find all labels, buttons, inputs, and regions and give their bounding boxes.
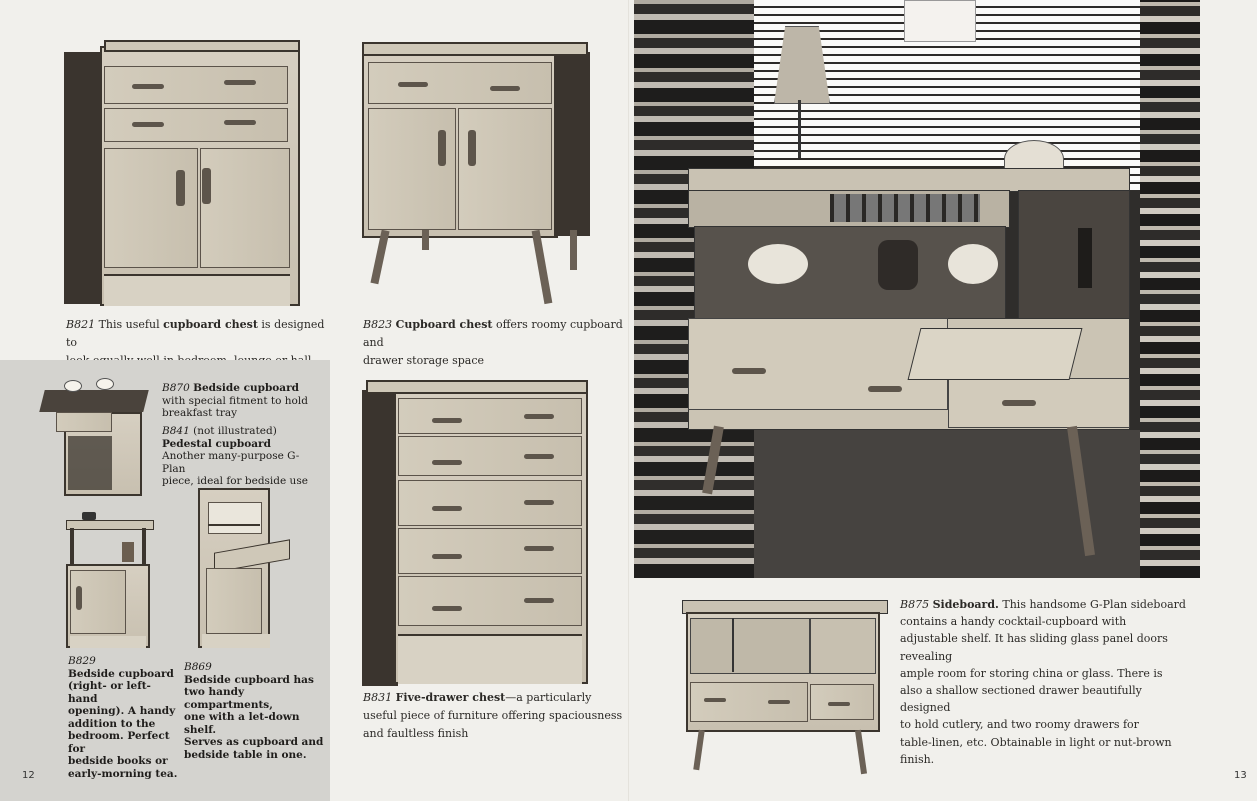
b831-caption xyxy=(363,689,623,743)
b841-caption xyxy=(162,425,322,488)
b875-caption xyxy=(900,596,1190,768)
b869-text-post: has xyxy=(289,673,314,686)
b875-sideboard-image xyxy=(682,600,886,774)
page-number-left: 12 xyxy=(22,770,35,781)
b841-model-number: B841 xyxy=(162,425,190,437)
b875-line-6: table-linen, etc. Obtainable in light or nut-brown finish. xyxy=(900,735,1172,766)
b823-caption xyxy=(363,316,623,370)
b870-product-name: Bedside cupboard xyxy=(193,382,299,394)
b870-line3: breakfast tray xyxy=(162,407,238,419)
b831-product-name: Five-drawer chest xyxy=(395,691,506,704)
b841-line3: piece, ideal for bedside use xyxy=(162,475,308,487)
b831-text-line3: and faultless finish xyxy=(363,727,469,740)
b829-product-name: Bedside cupboard xyxy=(68,667,174,680)
b841-note: (not illustrated) xyxy=(189,425,277,437)
b869-model-number: B869 xyxy=(184,661,212,673)
b831-text-post: —a particularly xyxy=(505,691,592,704)
b869-product-name: Bedside cupboard xyxy=(184,673,290,686)
b869-caption xyxy=(184,661,324,761)
b875-line-3: ample room for storing china or glass. There is xyxy=(900,666,1163,680)
b875-line-5: to hold cutlery, and two roomy drawers for xyxy=(900,718,1139,732)
b823-text-line2: drawer storage space xyxy=(363,354,485,367)
b829-line-3: addition to the xyxy=(68,717,156,730)
b875-sideboard-room-photo xyxy=(634,0,1200,578)
b831-text-line2: useful piece of furniture offering spaciousness xyxy=(363,709,623,722)
b831-model-number: B831 xyxy=(363,691,393,704)
b869-line-2: one with a let-down shelf. xyxy=(184,711,300,736)
b823-cupboard-chest-image xyxy=(360,42,594,306)
b829-line-5: bedside books or xyxy=(68,755,168,767)
sideboard xyxy=(688,168,1128,460)
b821-text-post: is designed to xyxy=(66,318,325,349)
b875-line-1: contains a handy cocktail-cupboard with xyxy=(900,615,1127,629)
b823-product-name: Cupboard chest xyxy=(395,318,493,331)
b829-line-1: (right- or left-hand xyxy=(68,680,151,705)
b829-line-4: bedroom. Perfect for xyxy=(68,730,170,755)
b831-five-drawer-chest-image xyxy=(362,380,590,688)
b821-text-pre: This useful xyxy=(98,318,164,331)
b841-product-name: Pedestal cupboard xyxy=(162,437,271,450)
curtain-right xyxy=(1140,0,1200,578)
b829-model-number: B829 xyxy=(68,655,96,667)
b870-caption xyxy=(162,382,322,420)
b875-model-number: B875 xyxy=(900,598,930,611)
b869-bedside-cupboard-image xyxy=(194,488,290,654)
b869-line-3: Serves as cupboard and xyxy=(184,736,324,748)
b875-text-post: This handsome G-Plan sideboard xyxy=(998,598,1186,611)
b823-text-post: offers roomy cupboard and xyxy=(363,318,623,349)
b870-line2: with special fitment to hold xyxy=(162,394,308,407)
spread-divider xyxy=(628,0,629,801)
b823-model-number: B823 xyxy=(363,318,393,331)
b870-model-number: B870 xyxy=(162,382,190,394)
b821-model-number: B821 xyxy=(66,318,96,331)
b870-bedside-cupboard-image xyxy=(42,376,154,498)
page-number-right: 13 xyxy=(1234,770,1247,781)
b841-line2: Another many-purpose G-Plan xyxy=(162,450,300,475)
b829-line-2: opening). A handy xyxy=(68,705,176,717)
b869-line-4: bedside table in one. xyxy=(184,748,307,761)
b875-line-4: also a shallow sectioned drawer beautifully designed xyxy=(900,684,1142,715)
b875-product-name: Sideboard. xyxy=(932,598,999,611)
b821-cupboard-chest-image xyxy=(64,40,302,308)
b875-line-2: adjustable shelf. It has sliding glass panel doors revealing xyxy=(900,632,1168,663)
b821-product-name: cupboard chest xyxy=(163,318,258,331)
b829-line-6: early-morning tea. xyxy=(68,767,178,780)
b829-bedside-cupboard-image xyxy=(62,512,154,654)
b869-line-1: two handy compartments, xyxy=(184,686,273,711)
b829-caption xyxy=(68,655,178,780)
